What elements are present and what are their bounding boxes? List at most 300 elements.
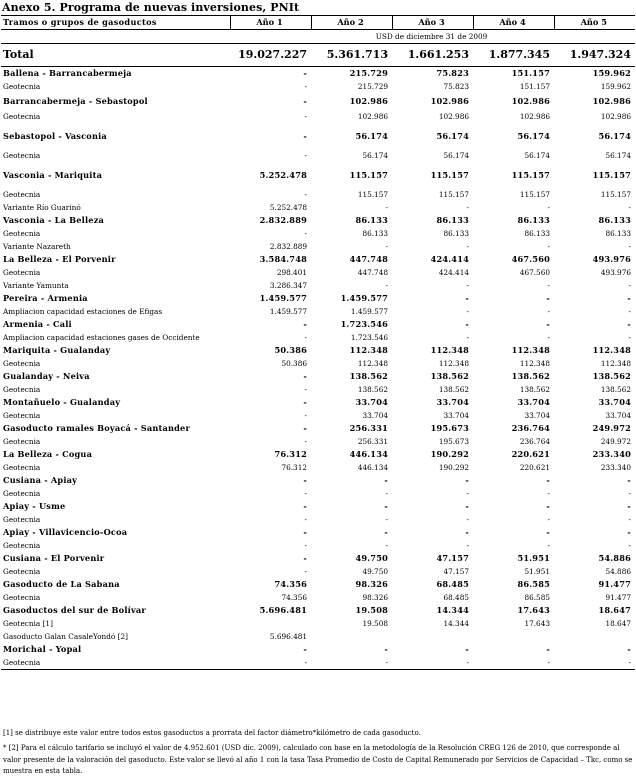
year-value: 256.331 [357,437,388,446]
detail-label: Geotecnia [3,489,41,498]
year-value: 159.962 [600,82,631,91]
year-value: 112.348 [511,345,550,355]
year-value [230,617,311,630]
year-value: 5.252.478 [269,203,307,212]
year-value: 138.562 [438,385,469,394]
year-value: - [303,553,307,563]
detail-label: Geotecnia [3,229,41,238]
year-value: 467.560 [511,254,550,264]
year-value: 138.562 [430,371,469,381]
detail-row [1,409,635,422]
year-value: 86.133 [517,215,550,225]
year-value: 2.832.889 [259,215,307,225]
year-value: 115.157 [511,169,550,180]
year-value: 195.673 [438,437,469,446]
pipeline-name: Apiay - Villavicencio-Ocoa [3,527,128,537]
year-value: 19.508 [355,605,388,615]
detail-row [1,656,635,670]
detail-row [1,305,635,318]
year-value: - [303,527,307,537]
year-value: 236.764 [519,437,550,446]
year-value: 220.621 [511,449,550,459]
year-value: - [303,501,307,511]
pipeline-row [1,578,635,591]
year-value: 86.133 [524,229,550,238]
year-value: - [385,515,388,524]
year-value: 115.157 [592,169,631,180]
detail-row [1,149,635,162]
detail-label: Geotecnia [3,359,41,368]
detail-row [1,565,635,578]
units-label: USD de diciembre 31 de 2009 [230,30,635,44]
year-value: 102.986 [511,96,550,106]
year-value: 151.157 [519,82,550,91]
year-value: 75.823 [436,68,469,78]
year-value: 249.972 [600,437,631,446]
year-value: 138.562 [357,385,388,394]
year-value: - [547,242,550,251]
year-value: - [303,96,307,106]
year-value: 51.951 [517,553,550,563]
detail-label: Geotecnia [3,437,41,446]
year-value: - [465,501,469,511]
detail-row [1,110,635,123]
year-value: 493.976 [600,268,631,277]
year-value: - [546,319,550,329]
footnote-2: * [2] Para el cálculo tarifario se incluyó el valor de 4.952.601 (USD dic. 2009), calculado con base en la metodología de la Resolución CREG 126 de 2010, que corresponde al valor presente de la valoración del gasoducto. Este valor se llevó al año 1 con la tasa Tasa Promedio de Costo de Capital Remunerado por Servicios de Capacidad – Tkc, como se muestra en esta tabla. [3,744,633,775]
detail-row [1,461,635,474]
pipeline-name: La Belleza - El Porvenir [3,254,116,264]
year-value: - [304,567,307,576]
year-value: 112.348 [519,359,550,368]
year-value: 190.292 [438,463,469,472]
year-value: - [466,489,469,498]
year-value: 115.157 [438,190,469,199]
pipeline-name: Cusiana - El Porvenir [3,553,105,563]
year-value: 5.696.481 [259,605,307,615]
year-value: 33.704 [443,411,469,420]
year-value: 86.133 [605,229,631,238]
pipeline-row [1,292,635,305]
year-value: 115.157 [519,190,550,199]
year-value: - [384,501,388,511]
year-value: - [384,644,388,654]
year-value: - [628,281,631,290]
year-value: - [628,541,631,550]
year-value: 86.133 [355,215,388,225]
year-value: 1.723.546 [340,319,388,329]
pipeline-row [1,370,635,383]
year-value: 76.312 [281,463,307,472]
year-value: - [304,333,307,342]
pipeline-name: Sebastopol - Vasconia [3,130,107,141]
year-value: 249.972 [592,423,631,433]
year-value: 151.157 [511,68,550,78]
detail-row [1,539,635,552]
year-value: 33.704 [362,411,388,420]
year-value: - [385,203,388,212]
pipeline-name: Gasoducto de La Sabana [3,579,120,589]
year-value: 138.562 [519,385,550,394]
year-value: 115.157 [600,190,631,199]
pipeline-row [1,552,635,565]
year-value: 19.508 [362,619,388,628]
detail-label: Geotecnia [3,515,41,524]
year-value: - [304,541,307,550]
pipeline-name: Armenia - Cali [3,319,72,329]
year-value: - [303,423,307,433]
year-value: 74.356 [281,593,307,602]
year-value: 86.133 [436,215,469,225]
year-value: 33.704 [355,397,388,407]
header-label: Tramos o grupos de gasoductos [1,16,230,30]
year-value: 56.174 [355,130,388,141]
detail-row [1,240,635,253]
total-value: 1.947.324 [554,44,635,67]
year-value: - [304,411,307,420]
year-value: - [304,385,307,394]
pipeline-row [1,396,635,409]
year-value: 447.748 [349,254,388,264]
year-value: - [385,242,388,251]
pipeline-row [1,318,635,331]
detail-row [1,266,635,279]
year-value: 138.562 [600,385,631,394]
year-value: 195.673 [430,423,469,433]
year-value: - [547,203,550,212]
year-value: - [465,644,469,654]
detail-label: Geotecnia [3,82,41,91]
pipeline-row [1,214,635,227]
pipeline-name: Barrancabermeja - Sebastopol [3,96,148,106]
year-value: - [547,515,550,524]
detail-row [1,435,635,448]
year-value: - [627,527,631,537]
detail-row [1,201,635,214]
pipeline-row [1,93,635,110]
year-value: 447.748 [357,268,388,277]
year-value: - [304,489,307,498]
header-year: Año 4 [473,16,554,30]
detail-label: Geotecnia [3,190,41,199]
year-value: 467.560 [519,268,550,277]
year-value: - [466,515,469,524]
year-value: 1.459.577 [350,307,388,316]
year-value: 86.585 [517,579,550,589]
year-value: 138.562 [511,371,550,381]
detail-label: Ampliacion capacidad estaciones gases de Occidente [3,333,200,342]
year-value: - [628,242,631,251]
pipeline-name: Gasoductos del sur de Bolívar [3,605,146,615]
total-row [1,44,635,67]
detail-label: Geotecnia [3,411,41,420]
year-value: 102.986 [357,112,388,121]
pipeline-row [1,67,635,81]
year-value [311,630,392,643]
detail-label: Geotecnia [1] [3,619,53,628]
year-value: - [385,489,388,498]
pipeline-name: Vasconia - La Belleza [3,215,105,225]
year-value: 33.704 [524,411,550,420]
detail-row [1,279,635,292]
year-value: 2.832.889 [269,242,307,251]
year-value: 424.414 [430,254,469,264]
detail-label: Variante Nazareth [3,242,71,251]
year-value: 138.562 [349,371,388,381]
year-value: 102.986 [438,112,469,121]
year-value: - [547,333,550,342]
pipeline-name: Gasoducto ramales Boyacá - Santander [3,423,190,433]
year-value: 115.157 [349,169,388,180]
detail-row [1,630,635,643]
detail-label: Gasoducto Galan CasaleYondó [2] [3,632,128,641]
year-value: - [473,656,554,670]
year-value: - [628,489,631,498]
footnotes [3,743,633,778]
year-value: - [627,501,631,511]
total-value: 1.877.345 [473,44,554,67]
year-value: - [628,515,631,524]
year-value: 50.386 [281,359,307,368]
detail-row [1,188,635,201]
year-value: - [546,527,550,537]
year-value: - [304,190,307,199]
year-value: - [384,527,388,537]
year-value: - [628,203,631,212]
detail-label: Variante Yamunta [3,281,69,290]
year-value: - [385,541,388,550]
year-value: 51.951 [524,567,550,576]
year-value: - [392,656,473,670]
year-value: 102.986 [592,96,631,106]
total-value: 5.361.713 [311,44,392,67]
detail-row [1,383,635,396]
year-value: 1.459.577 [340,293,388,303]
pipeline-row [1,643,635,656]
year-value: 102.986 [519,112,550,121]
year-value: 33.704 [598,397,631,407]
year-value: 56.174 [443,151,469,160]
detail-label: Geotecnia [3,385,41,394]
year-value: 159.962 [592,68,631,78]
year-value: - [547,489,550,498]
year-value: 424.414 [438,268,469,277]
year-value: 14.344 [443,619,469,628]
year-value: 49.750 [355,553,388,563]
year-value: - [304,112,307,121]
year-value: 1.459.577 [269,307,307,316]
year-value [554,630,635,643]
detail-label: Geotecnia [3,268,41,277]
year-value: 3.584.748 [259,254,307,264]
year-value: 17.643 [517,605,550,615]
year-value [473,630,554,643]
year-value: - [304,229,307,238]
year-value: 54.886 [598,553,631,563]
pipeline-row [1,526,635,539]
year-value: 98.326 [362,593,388,602]
year-value: - [303,130,307,141]
year-value: - [303,371,307,381]
year-value: - [627,319,631,329]
detail-label: Ampliacion capacidad estaciones de Efigas [3,307,163,316]
detail-label: Geotecnia [3,463,41,472]
year-value: 446.134 [349,449,388,459]
year-value: - [546,644,550,654]
year-value: 493.976 [592,254,631,264]
year-value: 56.174 [362,151,388,160]
detail-row [1,617,635,630]
pipeline-name: Morichal - Yopal [3,644,82,654]
year-value: - [546,293,550,303]
year-value: 47.157 [443,567,469,576]
year-value: 233.340 [592,449,631,459]
pipeline-row [1,253,635,266]
year-value: 98.326 [355,579,388,589]
year-value: 47.157 [436,553,469,563]
header-year: Año 3 [392,16,473,30]
year-value: 112.348 [430,345,469,355]
detail-label: Geotecnia [1,656,230,670]
year-value: - [546,501,550,511]
year-value: 190.292 [430,449,469,459]
year-value: - [465,475,469,485]
detail-label: Geotecnia [3,593,41,602]
year-value: - [303,319,307,329]
year-value: - [303,644,307,654]
year-value: 18.647 [598,605,631,615]
year-value: 138.562 [592,371,631,381]
investment-table [1,15,635,670]
pipeline-row [1,162,635,188]
detail-row [1,357,635,370]
year-value: 56.174 [524,151,550,160]
year-value: - [628,333,631,342]
year-value: 33.704 [517,397,550,407]
year-value: 5.252.478 [259,169,307,180]
year-value: 298.401 [276,268,307,277]
year-value: - [303,68,307,78]
pipeline-row [1,448,635,461]
year-value: 54.886 [605,567,631,576]
year-value: - [465,527,469,537]
pipeline-name: Gualanday - Neiva [3,371,90,381]
year-value: 86.133 [443,229,469,238]
pipeline-name: Apiay - Usme [3,501,66,511]
pipeline-row [1,344,635,357]
year-value: 50.386 [274,345,307,355]
year-value: - [466,281,469,290]
year-value: - [311,656,392,670]
year-value: 5.696.481 [269,632,307,641]
units-spacer [1,30,230,44]
detail-row [1,487,635,500]
year-value: - [465,319,469,329]
year-value: - [466,242,469,251]
year-value: - [230,656,311,670]
year-value: 256.331 [349,423,388,433]
year-value: - [304,437,307,446]
total-label: Total [1,44,230,67]
year-value: 446.134 [357,463,388,472]
year-value: - [466,333,469,342]
year-value: - [466,541,469,550]
year-value: 74.356 [274,579,307,589]
detail-row [1,331,635,344]
footnote-1: [1] se distribuye este valor entre todos estos gasoductos a prorrata del factor diámetro*kilómetro de cada gasoducto. [3,729,421,737]
detail-label: Geotecnia [3,112,41,121]
year-value: 115.157 [430,169,469,180]
year-value: 17.643 [524,619,550,628]
header-row [1,16,635,30]
year-value: 49.750 [362,567,388,576]
year-value: - [546,475,550,485]
units-row [1,30,635,44]
year-value: 56.174 [605,151,631,160]
total-value: 19.027.227 [230,44,311,67]
year-value: 56.174 [598,130,631,141]
pipeline-row [1,474,635,487]
year-value: 102.986 [600,112,631,121]
year-value [392,630,473,643]
year-value: 18.647 [605,619,631,628]
detail-label: Geotecnia [3,567,41,576]
year-value: 91.477 [598,579,631,589]
pipeline-row [1,604,635,617]
year-value: 1.723.546 [350,333,388,342]
pipeline-name: Ballena - Barrancabermeja [3,68,132,78]
year-value: 220.621 [519,463,550,472]
detail-label: Geotecnia [3,541,41,550]
year-value: - [303,397,307,407]
year-value: 68.485 [443,593,469,602]
detail-label: Variante Río Guarinó [3,203,81,212]
year-value: - [627,293,631,303]
year-value: - [304,515,307,524]
year-value: - [547,281,550,290]
year-value: - [385,281,388,290]
year-value: 76.312 [274,449,307,459]
year-value: 68.485 [436,579,469,589]
year-value: - [466,203,469,212]
year-value: 1.459.577 [259,293,307,303]
year-value: 56.174 [517,130,550,141]
year-value: 56.174 [436,130,469,141]
year-value: - [628,307,631,316]
header-year: Año 2 [311,16,392,30]
year-value: 112.348 [592,345,631,355]
year-value: 236.764 [511,423,550,433]
header-year: Año 5 [554,16,635,30]
pipeline-row [1,123,635,149]
year-value: - [627,475,631,485]
detail-row [1,591,635,604]
year-value: - [303,475,307,485]
year-value: 112.348 [349,345,388,355]
year-value: - [547,307,550,316]
year-value: 33.704 [436,397,469,407]
pipeline-name: Mariquita - Gualanday [3,345,111,355]
detail-label: Geotecnia [3,151,41,160]
year-value: 86.133 [362,229,388,238]
header-year: Año 1 [230,16,311,30]
year-value: 86.585 [524,593,550,602]
year-value: - [554,656,635,670]
year-value: 215.729 [357,82,388,91]
year-value: - [304,151,307,160]
year-value: - [466,307,469,316]
year-value: - [465,293,469,303]
